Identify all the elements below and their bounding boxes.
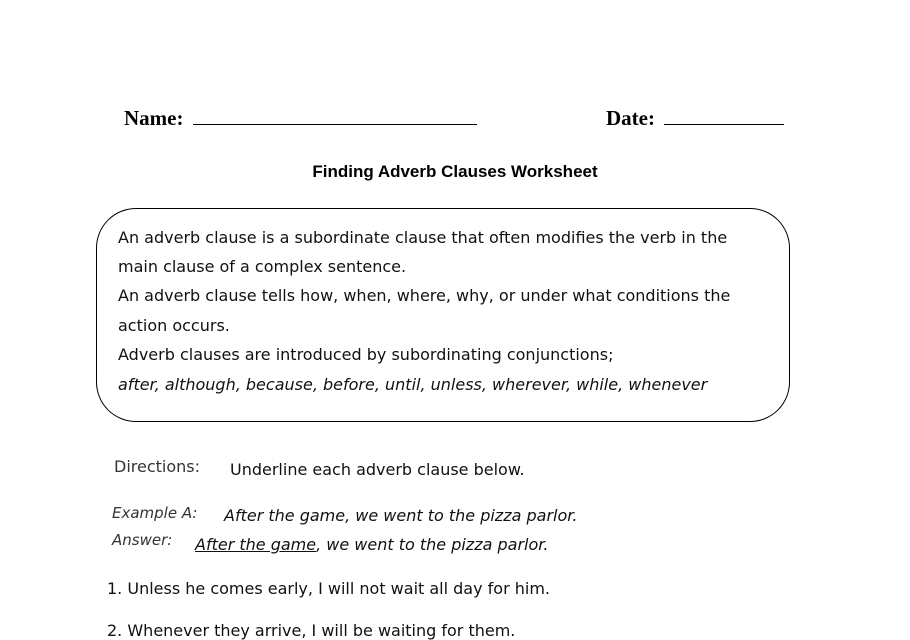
date-field bbox=[606, 106, 784, 131]
conjunction-list: after, although, because, before, until, unless, wherever, while, whenever bbox=[118, 375, 708, 394]
date-label: Date: bbox=[606, 106, 655, 130]
question-1[interactable]: 1. Unless he comes early, I will not wait all day for him. bbox=[107, 579, 551, 598]
example-sentence: After the game, we went to the pizza parlor. bbox=[224, 506, 578, 525]
worksheet-title: Finding Adverb Clauses Worksheet bbox=[312, 162, 598, 181]
question-2[interactable]: 2. Whenever they arrive, I will be waiting for them. bbox=[107, 621, 516, 640]
answer-adverb-clause: After the game bbox=[195, 535, 317, 554]
answer-rest: , we went to the pizza parlor. bbox=[316, 535, 549, 554]
definition-line-3: An adverb clause tells how, when, where, why, or under what conditions the bbox=[118, 286, 731, 305]
definition-line-1: An adverb clause is a subordinate clause that often modifies the verb in the bbox=[118, 228, 728, 247]
definition-line-2: main clause of a complex sentence. bbox=[118, 257, 407, 276]
name-blank-line[interactable] bbox=[193, 106, 477, 125]
date-blank-line[interactable] bbox=[664, 106, 784, 125]
answer-label: Answer: bbox=[112, 531, 173, 549]
definition-line-4: action occurs. bbox=[118, 316, 230, 335]
example-label: Example A: bbox=[112, 504, 198, 522]
definition-line-5: Adverb clauses are introduced by subordinating conjunctions; bbox=[118, 345, 614, 364]
name-field bbox=[124, 106, 477, 131]
name-label: Name: bbox=[124, 106, 184, 130]
directions-text: Underline each adverb clause below. bbox=[230, 460, 525, 479]
answer-sentence bbox=[195, 535, 548, 554]
directions-label: Directions: bbox=[114, 457, 201, 476]
